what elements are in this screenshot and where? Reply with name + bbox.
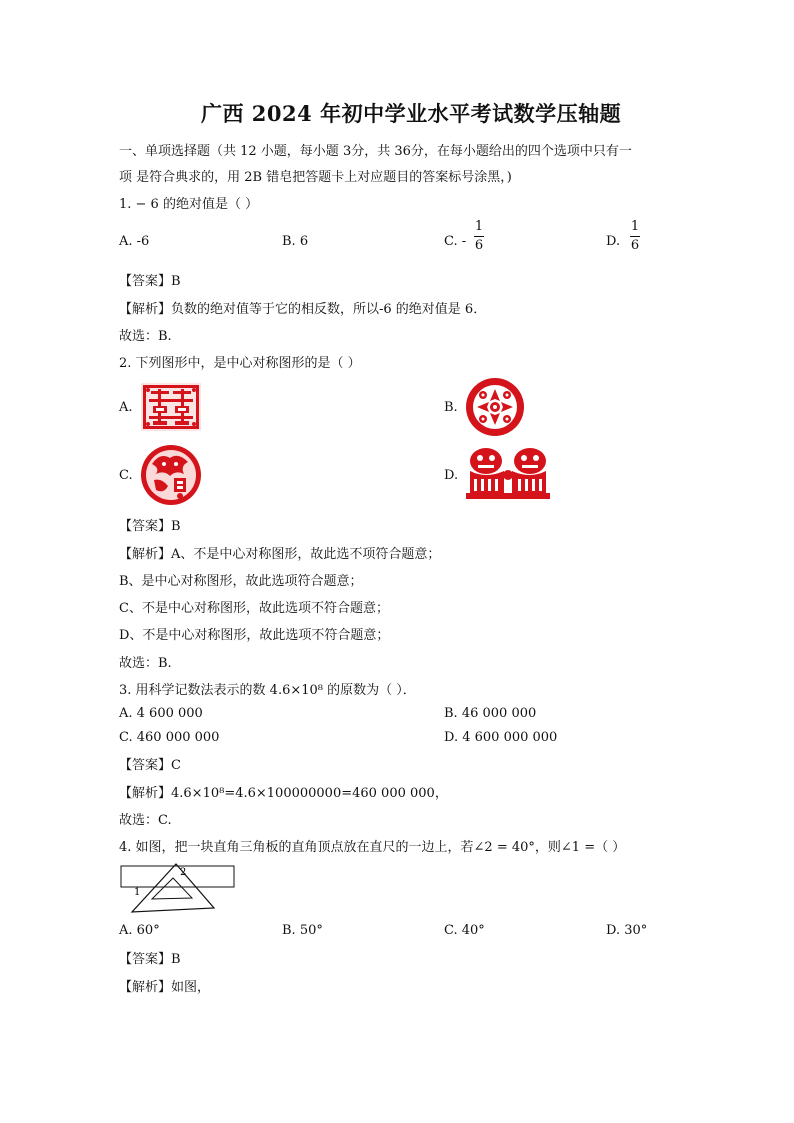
q2-analysis-line2: B、是中心对称图形，故此选项符合题意； [119,574,363,589]
q3-stem: 3. 用科学记数法表示的数 4.6×10⁸ 的原数为（ ）． [119,683,416,698]
fraction-bar [474,236,484,237]
fraction-numerator: 1 [630,219,640,234]
q3-option-d: D. 4 600 000 000 [444,730,558,745]
q2-answer: 【答案】B [119,519,181,534]
q1-option-c: C. - [444,234,467,249]
page-title: 广西 2024 年初中学业水平考试数学压轴题 [201,101,622,126]
q4-answer: 【答案】B [119,952,181,967]
section-instructions-line2: 项 是符合典求的，用 2B 错皂把答题卡上对应题目的答案标号涂黑，) [119,170,512,185]
q3-conclusion: 故选：C. [119,813,172,828]
ruler-triangle-figure [118,862,240,916]
q4-stem: 4. 如图，把一块直角三角板的直角顶点放在直尺的一边上，若∠2 = 40°，则∠1 =（ ） [119,840,626,855]
fraction-denominator: 6 [630,238,640,253]
q4-option-c: C. 40° [444,923,485,938]
q1-option-d-fraction [630,220,640,253]
q2-analysis-line3: C、不是中心对称图形，故此选项不符合题意； [119,601,389,616]
q2-label-d: D. [444,468,459,483]
q2-label-c: C. [119,468,133,483]
double-happiness-papercut-image [139,381,203,433]
round-papercut-image-c [140,444,202,506]
q3-option-a: A. 4 600 000 [119,706,203,721]
angle-2-label: 2 [180,867,187,878]
fraction-denominator: 6 [474,238,484,253]
q3-option-c: C. 460 000 000 [119,730,220,745]
q2-label-b: B. [444,400,458,415]
q4-analysis: 【解析】如图， [119,980,211,995]
fraction-bar [630,236,640,237]
round-papercut-image-b [465,377,525,437]
q1-option-c-fraction [474,220,484,253]
q4-option-a: A. 60° [119,923,160,938]
fraction-numerator: 1 [474,219,484,234]
twin-lions-papercut-image [464,445,552,501]
q2-stem: 2. 下列图形中，是中心对称图形的是（ ） [119,356,361,371]
q1-stem: 1. − 6 的绝对值是（ ） [119,197,259,212]
q1-analysis: 【解析】负数的绝对值等于它的相反数，所以-6 的绝对值是 6． [119,302,487,317]
q1-conclusion: 故选：B. [119,329,172,344]
q1-answer: 【答案】B [119,274,181,289]
q1-option-d: D. [606,234,621,249]
q2-conclusion: 故选：B. [119,656,172,671]
q4-option-d: D. 30° [606,923,648,938]
q3-option-b: B. 46 000 000 [444,706,537,721]
q3-analysis: 【解析】4.6×10⁸=4.6×100000000=460 000 000， [119,786,448,801]
q1-option-b: B. 6 [282,234,309,249]
angle-1-label: 1 [134,887,141,898]
q2-analysis-line4: D、不是中心对称图形，故此选项不符合题意； [119,628,390,643]
q2-analysis-line1: 【解析】A、不是中心对称图形，故此选不项符合题意； [119,547,441,562]
q4-option-b: B. 50° [282,923,323,938]
q3-answer: 【答案】C [119,758,181,773]
q1-option-a: A. -6 [119,234,150,249]
section-instructions-line1: 一、单项选择题（共 12 小题，每小题 3分，共 36分，在每小题给出的四个选项中只有一 [119,144,632,159]
q2-label-a: A. [119,400,133,415]
